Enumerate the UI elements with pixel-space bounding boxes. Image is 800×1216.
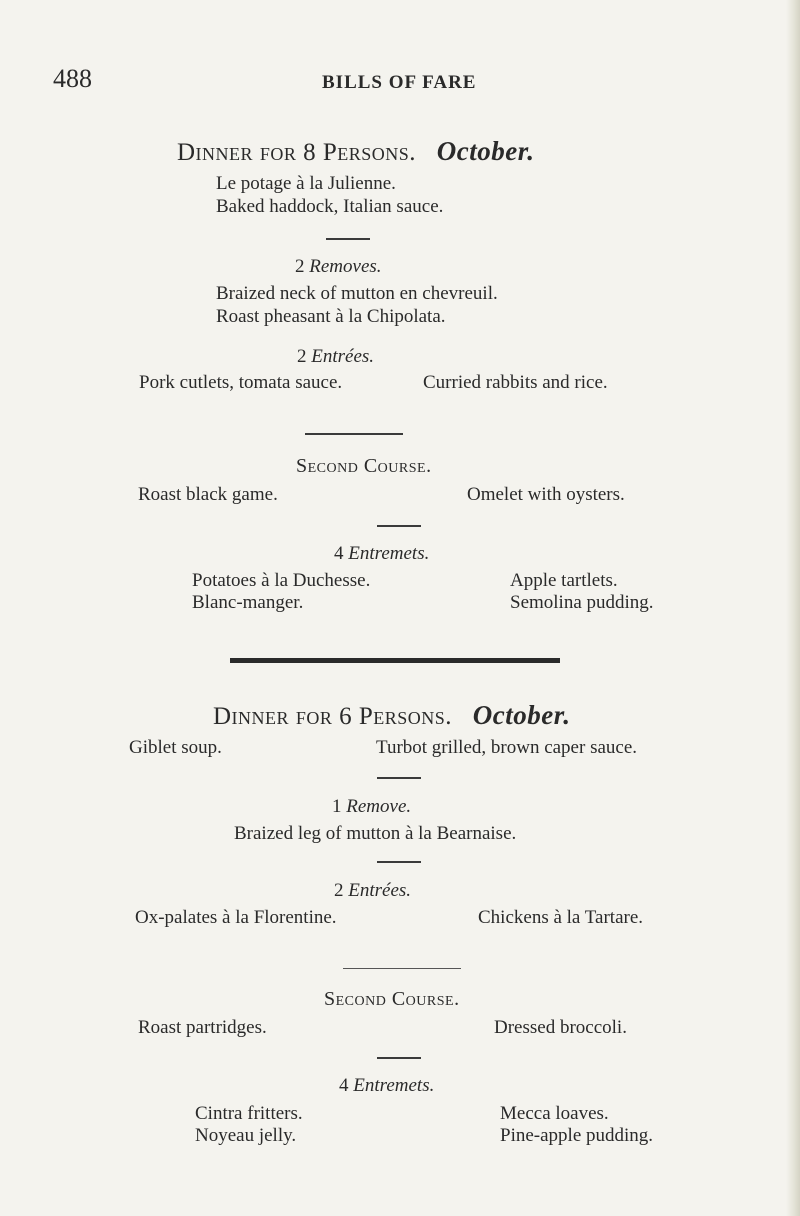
menu-1-entrees-label <box>297 346 374 368</box>
menu-2-removes-count: 1 <box>332 796 342 817</box>
menu-1-removes-count: 2 <box>295 256 305 277</box>
menu-2-entremets-title: Entremets. <box>353 1075 435 1096</box>
menu-2-second-course-label: Second Course. <box>324 988 460 1010</box>
menu-1-heading-persons: Persons. <box>322 139 417 166</box>
menu-1-remove-1: Braized neck of mutton en chevreuil. <box>216 283 498 304</box>
divider <box>326 238 370 240</box>
menu-2-entrees-title: Entrées. <box>348 880 412 901</box>
menu-2-second-1: Roast partridges. <box>138 1017 267 1038</box>
menu-1-heading-for: for <box>259 139 297 166</box>
menu-1-entremets-count: 4 <box>334 543 344 564</box>
page-number: 488 <box>53 64 92 93</box>
menu-2-entrees-count: 2 <box>334 880 344 901</box>
divider <box>305 433 403 435</box>
menu-2-remove-1: Braized leg of mutton à la Bearnaise. <box>234 823 517 844</box>
menu-2-removes-title: Remove. <box>346 796 412 817</box>
menu-1-entremet-1: Potatoes à la Duchesse. <box>192 570 371 591</box>
menu-1-entremets-title: Entremets. <box>348 543 430 564</box>
menu-1-entree-2: Curried rabbits and rice. <box>423 372 608 393</box>
menu-1-second-1: Roast black game. <box>138 484 278 505</box>
menu-2-removes-label <box>332 796 411 818</box>
menu-1-heading <box>177 136 535 167</box>
menu-1-removes-label <box>295 256 382 278</box>
menu-1-entree-1: Pork cutlets, tomata sauce. <box>139 372 343 393</box>
menu-2-heading-dinner: Dinner <box>213 703 290 730</box>
divider <box>377 1057 421 1059</box>
menu-1-removes-title: Removes. <box>309 256 382 277</box>
menu-2-entremets-label <box>339 1075 434 1097</box>
menu-2-heading-count: 6 <box>339 703 353 730</box>
menu-2-entremets-count: 4 <box>339 1075 349 1096</box>
menu-1-entremets-label <box>334 543 429 565</box>
menu-1-entremet-2: Apple tartlets. <box>510 570 618 591</box>
menu-1-entremet-4: Semolina pudding. <box>510 592 654 613</box>
running-head: BILLS OF FARE <box>322 72 477 93</box>
menu-1-second-2: Omelet with oysters. <box>467 484 625 505</box>
menu-2-entremet-4: Pine-apple pudding. <box>500 1125 654 1146</box>
menu-1-soup-1: Le potage à la Julienne. <box>216 173 396 194</box>
menu-2-entree-1: Ox-palates à la Florentine. <box>135 907 337 928</box>
menu-2-entremet-3: Noyeau jelly. <box>195 1125 297 1146</box>
page-edge <box>786 0 800 1216</box>
menu-1-second-course-label: Second Course. <box>296 455 432 477</box>
menu-2-first-2: Turbot grilled, brown caper sauce. <box>376 737 638 758</box>
menu-1-entremet-3: Blanc-manger. <box>192 592 304 613</box>
menu-2-first-1: Giblet soup. <box>129 737 222 758</box>
divider <box>377 777 421 779</box>
menu-2-heading-month: October. <box>472 700 571 730</box>
menu-1-heading-month: October. <box>436 136 535 166</box>
menu-1-heading-dinner: Dinner <box>177 139 254 166</box>
section-divider <box>230 658 560 663</box>
menu-2-second-2: Dressed broccoli. <box>494 1017 627 1038</box>
divider <box>377 525 421 527</box>
menu-1-heading-count: 8 <box>303 139 317 166</box>
menu-2-heading-persons: Persons. <box>358 703 453 730</box>
menu-2-entremet-2: Mecca loaves. <box>500 1103 609 1124</box>
menu-2-heading-for: for <box>295 703 333 730</box>
divider <box>377 861 421 863</box>
menu-2-entree-2: Chickens à la Tartare. <box>478 907 644 928</box>
menu-1-entrees-title: Entrées. <box>311 346 375 367</box>
divider <box>343 968 461 969</box>
menu-1-soup-2: Baked haddock, Italian sauce. <box>216 196 444 217</box>
menu-2-entrees-label <box>334 880 411 902</box>
menu-1-remove-2: Roast pheasant à la Chipolata. <box>216 306 446 327</box>
menu-2-heading <box>213 700 571 731</box>
menu-2-entremet-1: Cintra fritters. <box>195 1103 303 1124</box>
menu-1-entrees-count: 2 <box>297 346 307 367</box>
